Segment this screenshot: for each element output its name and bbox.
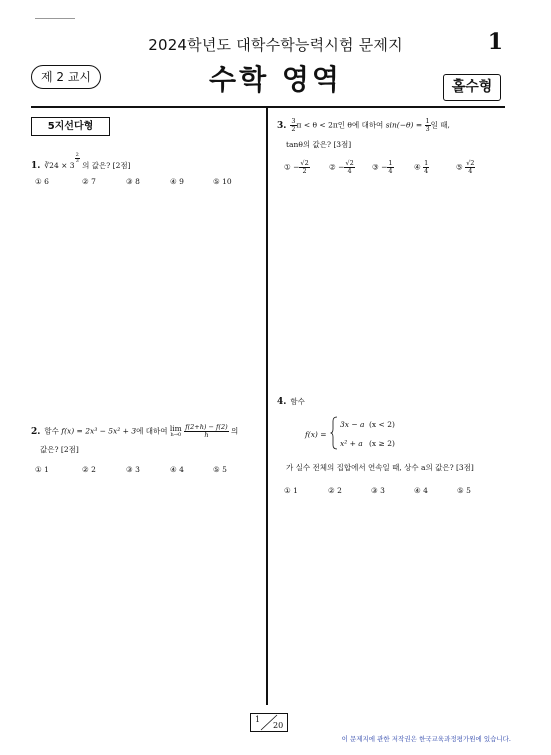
question-1-options bbox=[35, 177, 255, 189]
question-4-line2: 가 실수 전체의 집합에서 연속일 때, 상수 a의 값은? [3점] bbox=[286, 463, 474, 472]
limit-fraction: $\frac{f(2+h) - f(2)}{h}$ bbox=[185, 423, 228, 439]
option-1[interactable]: ① 6 bbox=[35, 177, 49, 186]
question-3-condition-post: 일 때, bbox=[430, 120, 450, 130]
question-number: 2. bbox=[31, 426, 41, 437]
fraction-one-third: $\frac{1}{3}$ bbox=[425, 117, 430, 133]
option-2[interactable]: ② − $\frac{√2}{4}$ bbox=[329, 159, 354, 175]
option-5[interactable]: ⑤ $\frac{√2}{4}$ bbox=[456, 159, 475, 175]
option-2[interactable]: ② 2 bbox=[82, 465, 96, 474]
page-indicator bbox=[250, 713, 288, 732]
question-3-options bbox=[284, 160, 504, 182]
piecewise-case-1: 3x − a bbox=[340, 420, 365, 429]
question-1-stem: 의 값은? [2점] bbox=[82, 161, 131, 171]
piecewise-condition-1: (x < 2) bbox=[369, 420, 395, 429]
question-3 bbox=[277, 118, 450, 133]
piecewise-case-2: x² + a bbox=[340, 439, 363, 448]
option-1[interactable]: ① 1 bbox=[284, 486, 298, 495]
question-2-stem-a: 함수 bbox=[44, 426, 59, 436]
question-3-sin-expression: sin(−θ) = bbox=[385, 120, 423, 130]
question-2-function: f(x) = 2x³ − 5x² + 3 bbox=[61, 426, 137, 436]
option-5[interactable]: ⑤ 5 bbox=[213, 465, 227, 474]
piecewise-condition-2: (x ≥ 2) bbox=[369, 439, 395, 448]
question-2 bbox=[31, 424, 238, 439]
exponent-denominator: 3 bbox=[75, 158, 79, 164]
option-3[interactable]: ③ 3 bbox=[371, 486, 385, 495]
question-2-line2: 값은? [2점] bbox=[40, 445, 79, 454]
question-4 bbox=[277, 396, 305, 408]
exponent-numerator: 2 bbox=[75, 152, 79, 158]
fraction-three-halves: $\frac{3}{2}$ bbox=[291, 117, 296, 133]
option-2[interactable]: ② 7 bbox=[82, 177, 96, 186]
option-4[interactable]: ④ $\frac{1}{4}$ bbox=[414, 159, 429, 175]
option-5[interactable]: ⑤ 10 bbox=[213, 177, 232, 186]
column-divider bbox=[266, 108, 268, 705]
section-label: 5지선다형 bbox=[31, 117, 110, 136]
piecewise-brace bbox=[330, 416, 338, 450]
header-divider bbox=[31, 106, 505, 108]
page-total: 20 bbox=[273, 721, 284, 730]
question-4-stem: 함수 bbox=[290, 397, 305, 406]
option-3[interactable]: ③ 3 bbox=[126, 465, 140, 474]
question-number: 3. bbox=[277, 120, 287, 131]
question-2-stem-c: 의 bbox=[231, 426, 239, 436]
copyright-notice: 이 문제지에 관한 저작권은 한국교육과정평가원에 있습니다. bbox=[341, 735, 511, 743]
top-decoration-line bbox=[35, 18, 75, 19]
option-1[interactable]: ① 1 bbox=[35, 465, 49, 474]
exam-type-badge: 홀수형 bbox=[443, 74, 501, 101]
option-1[interactable]: ① − $\frac{√2}{2}$ bbox=[284, 159, 309, 175]
subject-title: 수학 영역 bbox=[209, 63, 342, 96]
page-current: 1 bbox=[255, 715, 261, 724]
question-2-options bbox=[35, 465, 255, 477]
limit-operator: lim h→0 bbox=[169, 423, 182, 438]
question-2-stem-b: 에 대하여 bbox=[136, 426, 168, 436]
exam-title: 2024학년도 대학수학능력시험 문제지 bbox=[148, 36, 403, 54]
option-4[interactable]: ④ 4 bbox=[414, 486, 428, 495]
question-number: 1. bbox=[31, 161, 41, 172]
question-3-line2: tanθ의 값은? [3점] bbox=[286, 140, 352, 149]
option-3[interactable]: ③ 8 bbox=[126, 177, 140, 186]
option-3[interactable]: ③ − $\frac{1}{4}$ bbox=[372, 159, 393, 175]
option-2[interactable]: ② 2 bbox=[328, 486, 342, 495]
period-badge: 제 2 교시 bbox=[31, 65, 101, 89]
question-number: 4. bbox=[277, 397, 287, 407]
option-5[interactable]: ⑤ 5 bbox=[457, 486, 471, 495]
piecewise-lhs: f(x) = bbox=[305, 430, 327, 439]
question-4-options bbox=[284, 486, 504, 498]
page-number: 1 bbox=[487, 29, 503, 55]
option-4[interactable]: ④ 9 bbox=[170, 177, 184, 186]
question-1 bbox=[31, 153, 131, 172]
option-4[interactable]: ④ 4 bbox=[170, 465, 184, 474]
question-1-expression: ∛24 × 3 bbox=[44, 161, 75, 171]
question-3-condition: π < θ < 2π인 θ에 대하여 bbox=[296, 120, 384, 130]
